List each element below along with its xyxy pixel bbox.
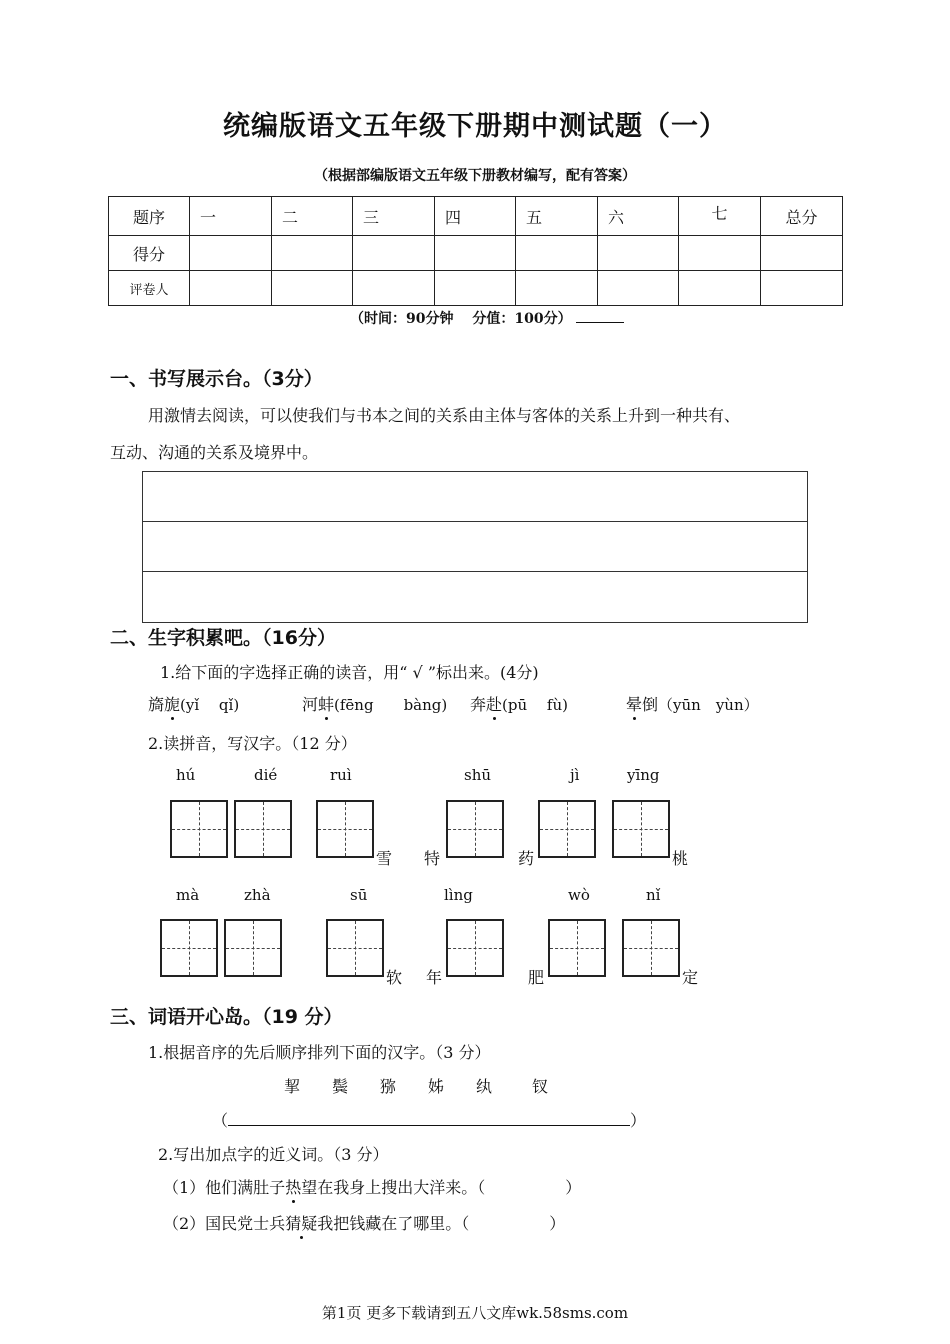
- section2-heading: 二、生字积累吧。（16分）: [110, 627, 336, 649]
- grader-cell[interactable]: [272, 271, 353, 306]
- score-cell[interactable]: [598, 236, 679, 271]
- sentence-text: （1）他们满肚子: [163, 1178, 286, 1197]
- grader-cell[interactable]: [516, 271, 598, 306]
- score-table-header-row: [109, 197, 843, 236]
- dotted-char: 旎: [164, 695, 181, 714]
- paren-open: （: [212, 1111, 229, 1130]
- dotted-char: 热: [285, 1178, 302, 1197]
- context-char: 雪: [376, 849, 393, 868]
- pinyin-label: sū: [350, 886, 368, 904]
- pinyin-options[interactable]: (fēng bàng): [334, 696, 448, 714]
- pinyin-label: zhà: [244, 886, 271, 904]
- handwriting-line: [143, 571, 807, 572]
- pinyin-label: jì: [570, 766, 580, 784]
- grader-cell[interactable]: [679, 271, 761, 306]
- dotted-char: 猜疑: [285, 1214, 318, 1233]
- pronunciation-item-2: [302, 692, 447, 715]
- score-cell[interactable]: [190, 236, 272, 271]
- writing-grid[interactable]: [446, 800, 504, 858]
- time-info-text: （时间：90分钟 分值：100分）: [350, 311, 572, 327]
- header-cell: 三: [353, 197, 435, 236]
- writing-grid[interactable]: [326, 919, 384, 977]
- sentence-text-with-blank[interactable]: 望在我身上搜出大洋来。（ ）: [301, 1178, 582, 1197]
- score-cell[interactable]: [516, 236, 598, 271]
- sort-char: 鬓: [332, 1077, 349, 1096]
- section3-q1: 1.根据音序的先后顺序排列下面的汉字。（3 分）: [148, 1043, 491, 1062]
- pinyin-options[interactable]: （yūn yùn）: [658, 696, 759, 714]
- row-label-grader: 评卷人: [109, 271, 190, 306]
- page-footer: 第1页 更多下载请到五八文库wk.58sms.com: [321, 1304, 629, 1322]
- header-cell: 二: [272, 197, 353, 236]
- sort-char: 纨: [476, 1077, 493, 1096]
- dotted-char: 晕: [626, 695, 643, 714]
- paren-close: ）: [630, 1111, 647, 1130]
- section1-heading: 一、书写展示台。（3分）: [110, 368, 323, 390]
- pinyin-label: yīng: [627, 766, 660, 784]
- writing-grid[interactable]: [170, 800, 228, 858]
- sentence-text: （2）国民党士兵: [163, 1214, 286, 1233]
- section3-q2: 2.写出加点字的近义词。（3 分）: [158, 1145, 389, 1164]
- score-cell[interactable]: [435, 236, 516, 271]
- page-subtitle: （根据部编版语文五年级下册教材编写，配有答案）: [314, 168, 636, 184]
- writing-grid[interactable]: [224, 919, 282, 977]
- pinyin-label: wò: [568, 886, 590, 904]
- pinyin-options[interactable]: (pū fù): [502, 696, 568, 714]
- header-cell: 题序: [109, 197, 190, 236]
- dotted-char: 赴: [486, 695, 503, 714]
- pinyin-label: shū: [464, 766, 492, 784]
- section2-q2: 2.读拼音，写汉字。（12 分）: [148, 734, 357, 753]
- context-char: 桃: [672, 849, 689, 868]
- score-cell[interactable]: [761, 236, 843, 271]
- grader-cell[interactable]: [353, 271, 435, 306]
- sort-char: 挈: [284, 1077, 301, 1096]
- sort-char: 姊: [428, 1077, 445, 1096]
- pinyin-label: ruì: [330, 766, 352, 784]
- grader-cell[interactable]: [761, 271, 843, 306]
- writing-grid[interactable]: [548, 919, 606, 977]
- context-char: 肥: [528, 968, 545, 987]
- header-cell: 七: [679, 197, 761, 236]
- handwriting-line: [143, 521, 807, 522]
- time-info: [350, 308, 624, 328]
- context-char: 药: [518, 849, 535, 868]
- writing-grid[interactable]: [160, 919, 218, 977]
- section3-heading: 三、词语开心岛。（19 分）: [110, 1006, 343, 1028]
- writing-grid[interactable]: [622, 919, 680, 977]
- char: 河: [302, 695, 319, 714]
- writing-grid[interactable]: [538, 800, 596, 858]
- header-cell: 五: [516, 197, 598, 236]
- context-char: 特: [424, 849, 441, 868]
- grader-cell[interactable]: [598, 271, 679, 306]
- score-cell[interactable]: [272, 236, 353, 271]
- context-char: 软: [386, 968, 403, 987]
- writing-grid[interactable]: [234, 800, 292, 858]
- sort-answer-line: [212, 1108, 646, 1131]
- context-char: 定: [682, 968, 699, 987]
- score-cell[interactable]: [353, 236, 435, 271]
- writing-grid[interactable]: [612, 800, 670, 858]
- header-cell: 总分: [761, 197, 843, 236]
- sort-char: 钗: [532, 1077, 549, 1096]
- char: 旖: [148, 695, 165, 714]
- writing-grid[interactable]: [316, 800, 374, 858]
- section2-q1: 1.给下面的字选择正确的读音，用“ √ ”标出来。(4分): [160, 663, 539, 682]
- pronunciation-item-1: [148, 692, 239, 715]
- pinyin-label: nǐ: [646, 886, 661, 904]
- context-char: 年: [426, 968, 443, 987]
- pinyin-label: hú: [176, 766, 196, 784]
- name-blank[interactable]: [576, 322, 624, 323]
- pinyin-label: lìng: [444, 886, 473, 904]
- sentence-text-with-blank[interactable]: 我把钱藏在了哪里。（ ）: [317, 1214, 566, 1233]
- header-cell: 一: [190, 197, 272, 236]
- page-title: 统编版语文五年级下册期中测试题（一）: [223, 111, 727, 142]
- score-table-grader-row: [109, 271, 843, 306]
- synonym-sentence-2: [163, 1211, 565, 1234]
- row-label-score: 得分: [109, 236, 190, 271]
- pronunciation-item-4: [626, 692, 759, 715]
- section1-text-line2: 互动、沟通的关系及境界中。: [110, 443, 319, 462]
- writing-grid[interactable]: [446, 919, 504, 977]
- char: 奔: [470, 695, 487, 714]
- synonym-sentence-1: [163, 1175, 581, 1198]
- score-cell[interactable]: [679, 236, 761, 271]
- header-cell: 四: [435, 197, 516, 236]
- sort-char: 猕: [380, 1077, 397, 1096]
- handwriting-box[interactable]: [142, 471, 808, 623]
- header-cell: 六: [598, 197, 679, 236]
- pinyin-label: dié: [254, 766, 278, 784]
- char: 倒: [642, 695, 659, 714]
- score-table: [108, 196, 843, 306]
- grader-cell[interactable]: [435, 271, 516, 306]
- pronunciation-item-3: [470, 692, 568, 715]
- sort-answer-blank[interactable]: [228, 1109, 630, 1126]
- grader-cell[interactable]: [190, 271, 272, 306]
- score-table-score-row: [109, 236, 843, 271]
- pinyin-options[interactable]: (yǐ qǐ): [180, 696, 240, 714]
- pinyin-label: mà: [176, 886, 200, 904]
- section1-text-line1: 用激情去阅读，可以使我们与书本之间的关系由主体与客体的关系上升到一种共有、: [148, 406, 741, 425]
- dotted-char: 蚌: [318, 695, 335, 714]
